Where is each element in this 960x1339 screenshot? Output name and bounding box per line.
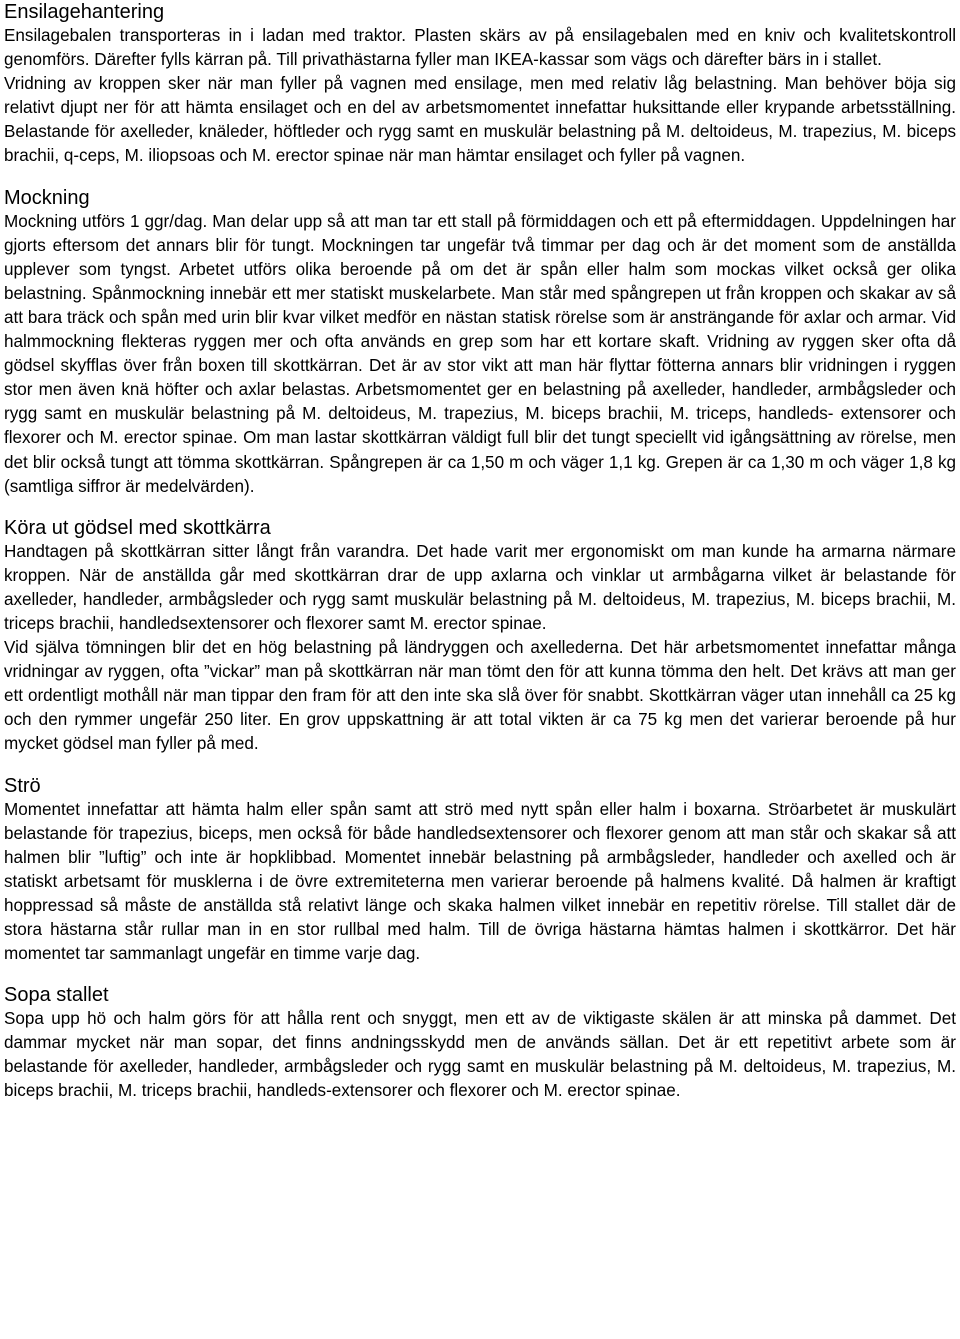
section-heading: Köra ut gödsel med skottkärra: [4, 516, 271, 539]
section-heading: Sopa stallet: [4, 984, 109, 1007]
section-mockning: [4, 186, 956, 499]
section-heading: Ensilagehantering: [4, 1, 165, 23]
section-ensilagehantering: [4, 0, 956, 169]
section-heading: Mockning: [4, 186, 90, 209]
paragraph: Handtagen på skottkärran sitter långt från varandra. Det hade varit mer ergonomiskt om man kunde ha armarna närmare kroppen. När de anställda går med skottkärran drar de upp axlarna och vinklar ut armbågarna vilket är belastande för axelleder, handleder, armbågsleder och rygg samt muskulär belastning på M. deltoideus, M. trapezius, M. biceps brachii, M. triceps brachii, handledsextensorer och flexorer samt M. erector spinae.: [4, 541, 956, 633]
paragraph: Mockning utförs 1 ggr/dag. Man delar upp så att man tar ett stall på förmiddagen och ett på eftermiddagen. Uppdelningen har gjorts eftersom det annars blir för tungt. Mockningen tar ungefär två timmar per dag och är det moment som de anställda upplever som tyngst. Arbetet utförs olika beroende på om det är spån eller halm som mockas vilket också ger olika belastning. Spånmockning innebär ett mer statiskt muskelarbete. Man står med spångrepen ut från kroppen och skakar av så att bara träck och spån med urin blir kvar vilket medför en nästan statisk rörelse som är ansträngande för axlar och armar. Vid halmmockning flekteras ryggen mer och ofta används en grep som har ett kortare skaft. Vridning av ryggen sker ofta då gödsel skyfflas över från boxen till skottkärran. Det är av stor vikt att man här flyttar fötterna annars blir vridningen i ryggen stor men även knä höfter och axlar belastas. Arbetsmomentet ger en belastning på axelleder, handleder, armbågsleder och rygg samt en muskulär belastning på M. deltoideus, M. trapezius, M. biceps brachii, M. triceps, handleds- extensorer och flexorer och M. erector spinae. Om man lastar skottkärran väldigt full blir det tungt speciellt vid igångsättning av rörelse, men det blir också tungt att tömma skottkärran. Spångrepen är ca 1,50 m och väger 1,1 kg. Grepen är ca 1,30 m och väger 1,8 kg (samtliga siffror är medelvärden).: [4, 211, 956, 496]
paragraph: Vid själva tömningen blir det en hög belastning på ländryggen och axellederna. Det här arbetsmomentet innefattar många vridningar av ryggen, ofta ”vickar” man på skottkärran när man tömt den för att kunna tömma den helt. Det krävs att man ger ett ordentligt mothåll när man tippar den fram för att den inte ska slå över för snabbt. Skottkärran väger utan innehåll ca 25 kg och den rymmer ungefär 250 liter. En grov uppskattning är att total vikten är ca 75 kg men det varierar beroende på hur mycket gödsel man fyller på med.: [4, 638, 956, 754]
section-stro: [4, 774, 956, 967]
section-kora-ut-godsel: [4, 516, 956, 757]
paragraph: Sopa upp hö och halm görs för att hålla rent och snyggt, men ett av de viktigaste skälen är att minska på dammet. Det dammar mycket när man sopar, det finns andningsskydd men de används sällan. Det är ett repetitivt arbete som är belastande för axelleder, handleder, armbågsleder och rygg samt en muskulär belastning på M. deltoideus, M. trapezius, M. biceps brachii, M. triceps brachii, handleds-extensorer och flexorer och M. erector spinae.: [4, 1009, 956, 1101]
document-page: [4, 0, 956, 1104]
section-sopa-stallet: [4, 983, 956, 1103]
section-heading: Strö: [4, 774, 41, 797]
paragraph: Momentet innefattar att hämta halm eller spån samt att strö med nytt spån eller halm i boxarna. Ströarbetet är muskulärt belastande för trapezius, biceps, men också för både handledsextensorer och flexorer genom att man står och skakar så att halmen blir ”luftig” och inte är hopklibbad. Momentet innebär belastning på armbågsleder, handleder och axelled och är statiskt arbetsamt för musklerna i de övre extremiteterna men varierar beroende på halmens kvalité. Då halmen är kraftigt hoppressad så måste de anställda stå relativt länge och skaka halmen vilket innebär en repetitiv rörelse. Till stallet där de stora hästarna står rullar man in en stor rullbal med halm. Till de övriga hästarna hämtas halmen i skottkärror. Det här momentet tar sammanlagt ungefär en timme varje dag.: [4, 799, 956, 964]
paragraph: Vridning av kroppen sker när man fyller på vagnen med ensilage, men med relativ låg belastning. Man behöver böja sig relativt djupt ner för att hämta ensilaget och en del av arbetsmomentet innefattar huksittande eller krypande arbetsställning. Belastande för axelleder, knäleder, höftleder och rygg samt en muskulär belastning på M. deltoideus, M. trapezius, M. biceps brachii, q-ceps, M. iliopsoas och M. erector spinae när man hämtar ensilaget och fyller på vagnen.: [4, 74, 956, 166]
paragraph: Ensilagebalen transporteras in i ladan med traktor. Plasten skärs av på ensilagebalen med en kniv och kvalitetskontroll genomförs. Därefter fylls kärran på. Till privathästarna fyller man IKEA-kassar som vägs och därefter bärs in i stallet.: [4, 26, 956, 70]
